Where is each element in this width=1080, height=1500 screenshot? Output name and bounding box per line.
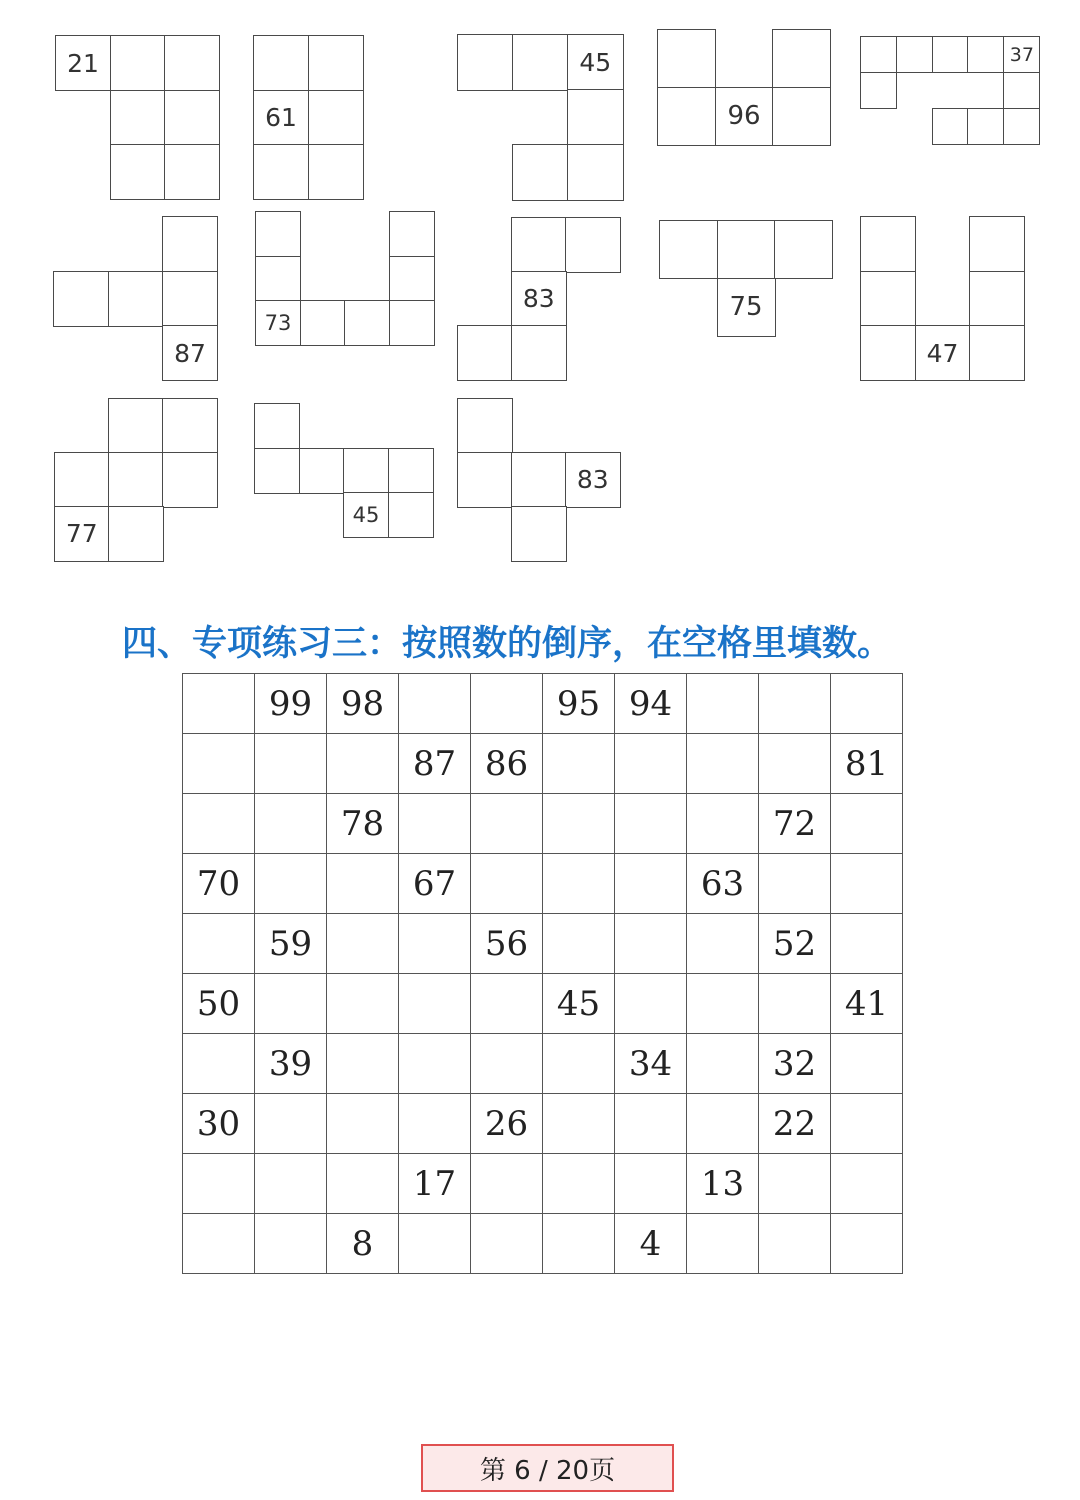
grid-cell-blank[interactable] — [399, 794, 471, 854]
grid-cell-blank[interactable] — [471, 1034, 543, 1094]
grid-cell-blank[interactable] — [615, 914, 687, 974]
puzzle-cell-blank[interactable] — [162, 452, 218, 508]
grid-cell-blank[interactable] — [183, 1214, 255, 1274]
puzzle-cell-blank[interactable] — [253, 144, 309, 200]
puzzle-cell-blank[interactable] — [457, 398, 513, 454]
number-grid — [182, 673, 903, 1274]
grid-cell-blank[interactable] — [759, 734, 831, 794]
grid-cell-blank[interactable] — [255, 974, 327, 1034]
puzzle-cell-blank[interactable] — [389, 300, 435, 346]
grid-cell-blank[interactable] — [471, 1154, 543, 1214]
puzzle-cell-blank[interactable] — [457, 452, 513, 508]
grid-cell-blank[interactable] — [687, 734, 759, 794]
puzzle-cell-blank[interactable] — [774, 220, 833, 279]
puzzle-cell-labeled[interactable]: 45 — [567, 34, 624, 91]
puzzle-cell-blank[interactable] — [457, 34, 514, 91]
grid-cell-given[interactable]: 4 — [615, 1214, 687, 1274]
grid-cell-blank[interactable] — [687, 794, 759, 854]
puzzle-cell-labeled[interactable]: 83 — [565, 452, 621, 508]
puzzle-cell-blank[interactable] — [343, 448, 389, 494]
grid-cell-blank[interactable] — [327, 974, 399, 1034]
section-title: 四、专项练习三：按照数的倒序，在空格里填数。 — [122, 623, 893, 664]
puzzle-cell-blank[interactable] — [389, 211, 435, 257]
grid-row — [183, 854, 903, 914]
grid-cell-blank[interactable] — [399, 1214, 471, 1274]
grid-cell-blank[interactable] — [615, 794, 687, 854]
grid-cell-blank[interactable] — [471, 794, 543, 854]
puzzle-cell-blank[interactable] — [254, 403, 300, 449]
grid-cell-blank[interactable] — [327, 1034, 399, 1094]
puzzle-cell-blank[interactable] — [110, 35, 166, 91]
puzzle-cell-blank[interactable] — [308, 90, 364, 146]
puzzle-cell-blank[interactable] — [162, 271, 218, 327]
grid-cell-given[interactable]: 39 — [255, 1034, 327, 1094]
puzzle-cell-blank[interactable] — [657, 29, 716, 88]
grid-cell-blank[interactable] — [831, 1154, 903, 1214]
grid-cell-blank[interactable] — [687, 674, 759, 734]
puzzle-cell-blank[interactable] — [110, 90, 166, 146]
puzzle-cell-blank[interactable] — [567, 89, 624, 146]
puzzle-cell-blank[interactable] — [108, 506, 164, 562]
grid-cell-blank[interactable] — [399, 974, 471, 1034]
grid-cell-given[interactable]: 72 — [759, 794, 831, 854]
puzzle-cell-labeled[interactable]: 87 — [162, 325, 218, 381]
puzzle-cell-labeled[interactable]: 77 — [54, 506, 110, 562]
puzzle-cell-blank[interactable] — [54, 452, 110, 508]
puzzle-cell-labeled[interactable]: 83 — [511, 271, 567, 327]
puzzle-cell-blank[interactable] — [164, 144, 220, 200]
grid-cell-blank[interactable] — [399, 914, 471, 974]
puzzle-cell-blank[interactable] — [969, 216, 1025, 272]
grid-cell-blank[interactable] — [327, 914, 399, 974]
grid-cell-blank[interactable] — [183, 674, 255, 734]
grid-cell-given[interactable]: 67 — [399, 854, 471, 914]
grid-cell-blank[interactable] — [471, 854, 543, 914]
puzzle-cell-blank[interactable] — [772, 29, 831, 88]
grid-cell-blank[interactable] — [543, 1154, 615, 1214]
grid-cell-blank[interactable] — [183, 734, 255, 794]
grid-cell-blank[interactable] — [183, 914, 255, 974]
grid-cell-given[interactable]: 22 — [759, 1094, 831, 1154]
grid-cell-blank[interactable] — [327, 1094, 399, 1154]
grid-cell-given[interactable]: 59 — [255, 914, 327, 974]
puzzle-cell-labeled[interactable]: 96 — [715, 87, 774, 146]
grid-cell-blank[interactable] — [255, 854, 327, 914]
puzzle-cell-blank[interactable] — [1003, 108, 1040, 145]
grid-cell-blank[interactable] — [687, 974, 759, 1034]
puzzle-cell-blank[interactable] — [308, 144, 364, 200]
grid-cell-given[interactable]: 56 — [471, 914, 543, 974]
puzzle-cell-blank[interactable] — [388, 492, 434, 538]
grid-cell-given[interactable]: 95 — [543, 674, 615, 734]
puzzle-cell-blank[interactable] — [659, 220, 718, 279]
grid-cell-given[interactable]: 8 — [327, 1214, 399, 1274]
grid-cell-given[interactable]: 81 — [831, 734, 903, 794]
puzzle-cell-labeled[interactable]: 21 — [55, 35, 111, 91]
grid-cell-given[interactable]: 34 — [615, 1034, 687, 1094]
grid-row — [183, 1034, 903, 1094]
grid-cell-blank[interactable] — [471, 674, 543, 734]
grid-cell-blank[interactable] — [399, 1034, 471, 1094]
grid-cell-blank[interactable] — [327, 734, 399, 794]
puzzle-cell-blank[interactable] — [511, 452, 567, 508]
grid-cell-given[interactable]: 50 — [183, 974, 255, 1034]
puzzle-cell-blank[interactable] — [860, 271, 916, 327]
grid-cell-given[interactable]: 52 — [759, 914, 831, 974]
grid-cell-blank[interactable] — [831, 674, 903, 734]
grid-row — [183, 914, 903, 974]
puzzle-cell-blank[interactable] — [108, 452, 164, 508]
page-indicator[interactable]: 第 6 / 20页 — [421, 1444, 674, 1492]
puzzle-cell-blank[interactable] — [164, 90, 220, 146]
grid-cell-given[interactable]: 78 — [327, 794, 399, 854]
grid-cell-blank[interactable] — [759, 1214, 831, 1274]
puzzle-cell-blank[interactable] — [967, 108, 1004, 145]
grid-cell-blank[interactable] — [831, 854, 903, 914]
grid-cell-given[interactable]: 17 — [399, 1154, 471, 1214]
grid-row — [183, 794, 903, 854]
puzzle-cell-blank[interactable] — [932, 108, 969, 145]
grid-cell-blank[interactable] — [759, 674, 831, 734]
puzzle-cell-blank[interactable] — [162, 398, 218, 454]
puzzle-cell-labeled[interactable]: 45 — [343, 492, 389, 538]
puzzle-cell-blank[interactable] — [967, 36, 1004, 73]
grid-cell-blank[interactable] — [255, 1094, 327, 1154]
grid-cell-blank[interactable] — [543, 734, 615, 794]
puzzle-cell-blank[interactable] — [255, 256, 301, 302]
grid-cell-blank[interactable] — [687, 914, 759, 974]
grid-row — [183, 974, 903, 1034]
puzzle-cell-blank[interactable] — [389, 256, 435, 302]
grid-cell-blank[interactable] — [831, 1214, 903, 1274]
puzzle-cell-blank[interactable] — [860, 325, 916, 381]
grid-cell-blank[interactable] — [183, 1034, 255, 1094]
grid-cell-blank[interactable] — [831, 914, 903, 974]
grid-cell-blank[interactable] — [543, 914, 615, 974]
puzzle-cell-blank[interactable] — [860, 36, 897, 73]
puzzle-cell-labeled[interactable]: 73 — [255, 300, 301, 346]
puzzle-cell-blank[interactable] — [932, 36, 969, 73]
grid-cell-given[interactable]: 63 — [687, 854, 759, 914]
puzzle-cell-blank[interactable] — [53, 271, 109, 327]
puzzle-cell-blank[interactable] — [860, 216, 916, 272]
grid-cell-blank[interactable] — [543, 854, 615, 914]
puzzle-cell-blank[interactable] — [108, 271, 164, 327]
puzzle-cell-blank[interactable] — [110, 144, 166, 200]
grid-cell-blank[interactable] — [615, 1154, 687, 1214]
grid-cell-blank[interactable] — [615, 1094, 687, 1154]
grid-cell-blank[interactable] — [687, 1034, 759, 1094]
puzzle-cell-blank[interactable] — [657, 87, 716, 146]
grid-cell-blank[interactable] — [687, 1094, 759, 1154]
grid-cell-blank[interactable] — [327, 1154, 399, 1214]
puzzle-cell-blank[interactable] — [512, 34, 569, 91]
grid-cell-given[interactable]: 26 — [471, 1094, 543, 1154]
grid-cell-blank[interactable] — [615, 974, 687, 1034]
grid-cell-given[interactable]: 45 — [543, 974, 615, 1034]
grid-cell-blank[interactable] — [471, 974, 543, 1034]
grid-cell-blank[interactable] — [615, 734, 687, 794]
puzzle-cell-labeled[interactable]: 37 — [1003, 36, 1040, 73]
grid-row — [183, 1214, 903, 1274]
grid-cell-blank[interactable] — [831, 1034, 903, 1094]
puzzle-cell-blank[interactable] — [162, 216, 218, 272]
grid-cell-given[interactable]: 98 — [327, 674, 399, 734]
puzzle-cell-labeled[interactable]: 47 — [915, 325, 971, 381]
grid-cell-blank[interactable] — [759, 1154, 831, 1214]
grid-cell-blank[interactable] — [543, 1094, 615, 1154]
puzzle-cell-blank[interactable] — [344, 300, 390, 346]
puzzle-cell-blank[interactable] — [108, 398, 164, 454]
grid-cell-blank[interactable] — [255, 794, 327, 854]
grid-cell-given[interactable]: 86 — [471, 734, 543, 794]
puzzle-cell-blank[interactable] — [300, 300, 346, 346]
grid-row — [183, 734, 903, 794]
grid-cell-given[interactable]: 94 — [615, 674, 687, 734]
grid-cell-blank[interactable] — [543, 794, 615, 854]
puzzle-shapes-area — [0, 0, 1080, 600]
grid-cell-blank[interactable] — [543, 1034, 615, 1094]
grid-cell-given[interactable]: 87 — [399, 734, 471, 794]
puzzle-cell-blank[interactable] — [896, 36, 933, 73]
puzzle-cell-blank[interactable] — [717, 220, 776, 279]
puzzle-cell-blank[interactable] — [457, 325, 513, 381]
puzzle-cell-blank[interactable] — [299, 448, 345, 494]
grid-cell-given[interactable]: 99 — [255, 674, 327, 734]
grid-cell-blank[interactable] — [255, 1214, 327, 1274]
puzzle-cell-blank[interactable] — [567, 144, 624, 201]
grid-cell-given[interactable]: 70 — [183, 854, 255, 914]
grid-row — [183, 1154, 903, 1214]
puzzle-cell-labeled[interactable]: 75 — [717, 278, 776, 337]
grid-cell-blank[interactable] — [471, 1214, 543, 1274]
puzzle-cell-blank[interactable] — [860, 72, 897, 109]
grid-cell-blank[interactable] — [759, 974, 831, 1034]
puzzle-cell-blank[interactable] — [512, 144, 569, 201]
grid-cell-given[interactable]: 32 — [759, 1034, 831, 1094]
puzzle-cell-blank[interactable] — [254, 448, 300, 494]
puzzle-cell-blank[interactable] — [1003, 72, 1040, 109]
grid-cell-given[interactable]: 13 — [687, 1154, 759, 1214]
grid-cell-blank[interactable] — [831, 794, 903, 854]
puzzle-cell-blank[interactable] — [308, 35, 364, 91]
puzzle-cell-blank[interactable] — [388, 448, 434, 494]
grid-cell-blank[interactable] — [687, 1214, 759, 1274]
grid-cell-blank[interactable] — [759, 854, 831, 914]
grid-cell-blank[interactable] — [831, 1094, 903, 1154]
grid-row — [183, 674, 903, 734]
grid-cell-blank[interactable] — [183, 794, 255, 854]
grid-cell-blank[interactable] — [183, 1154, 255, 1214]
puzzle-cell-blank[interactable] — [511, 506, 567, 562]
grid-cell-blank[interactable] — [543, 1214, 615, 1274]
grid-cell-blank[interactable] — [615, 854, 687, 914]
grid-cell-given[interactable]: 30 — [183, 1094, 255, 1154]
grid-cell-blank[interactable] — [399, 674, 471, 734]
puzzle-cell-blank[interactable] — [511, 217, 567, 273]
grid-cell-blank[interactable] — [255, 734, 327, 794]
puzzle-cell-blank[interactable] — [511, 325, 567, 381]
puzzle-cell-labeled[interactable]: 61 — [253, 90, 309, 146]
grid-cell-blank[interactable] — [255, 1154, 327, 1214]
puzzle-cell-blank[interactable] — [969, 271, 1025, 327]
puzzle-cell-blank[interactable] — [164, 35, 220, 91]
puzzle-cell-blank[interactable] — [772, 87, 831, 146]
grid-row — [183, 1094, 903, 1154]
puzzle-cell-blank[interactable] — [565, 217, 621, 273]
grid-cell-blank[interactable] — [327, 854, 399, 914]
puzzle-cell-blank[interactable] — [253, 35, 309, 91]
grid-cell-given[interactable]: 41 — [831, 974, 903, 1034]
puzzle-cell-blank[interactable] — [969, 325, 1025, 381]
puzzle-cell-blank[interactable] — [255, 211, 301, 257]
grid-cell-blank[interactable] — [399, 1094, 471, 1154]
